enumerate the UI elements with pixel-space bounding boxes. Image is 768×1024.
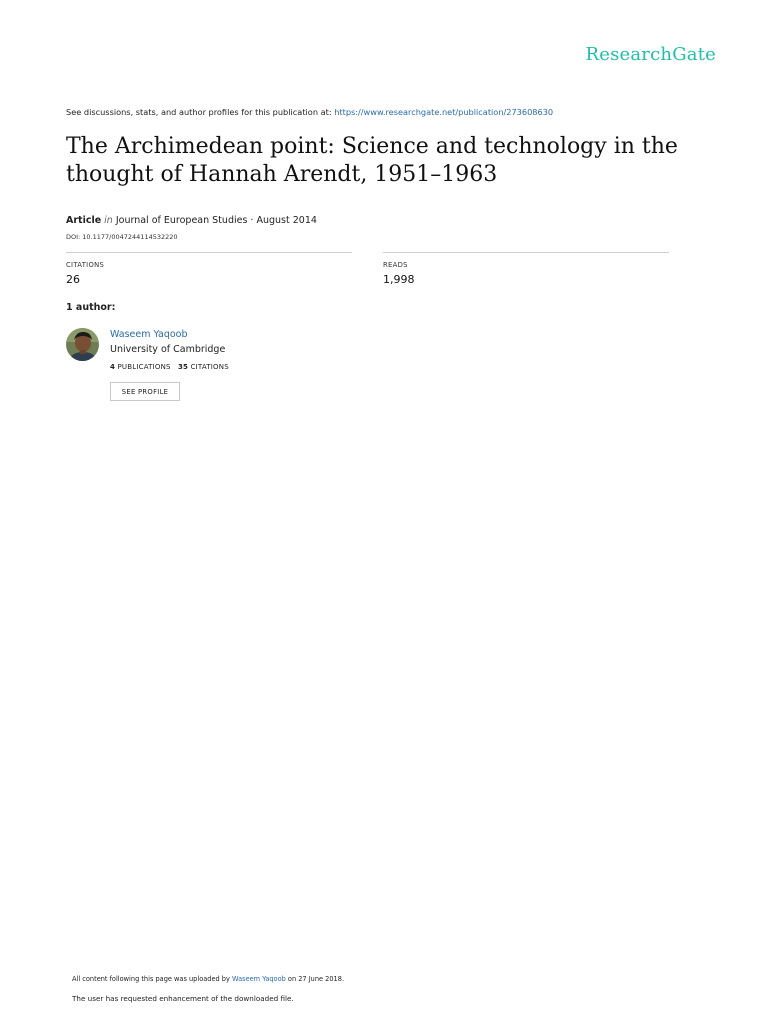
discussions-prefix: See discussions, stats, and author profiles for this publication at: bbox=[66, 107, 335, 117]
author-citations-label: CITATIONS bbox=[190, 363, 229, 371]
reads-divider bbox=[383, 252, 669, 253]
publication-url-link[interactable]: https://www.researchgate.net/publication/273608630 bbox=[334, 107, 554, 117]
author-stats bbox=[110, 363, 229, 371]
doi: DOI: 10.1177/0047244114532220 bbox=[66, 233, 178, 241]
author-avatar[interactable] bbox=[66, 328, 99, 361]
upload-suffix: on 27 June 2018. bbox=[285, 975, 345, 983]
authors-count: 1 author: bbox=[66, 302, 116, 313]
author-publications-count: 4 bbox=[110, 363, 116, 371]
enhancement-note: The user has requested enhancement of the downloaded file. bbox=[72, 994, 294, 1003]
see-profile-button[interactable]: SEE PROFILE bbox=[110, 382, 180, 401]
author-publications-label: PUBLICATIONS bbox=[117, 363, 171, 371]
publication-type: Article bbox=[66, 215, 102, 226]
author-name-link[interactable]: Waseem Yaqoob bbox=[110, 329, 188, 340]
reads-value: 1,998 bbox=[383, 273, 415, 286]
reads-label: READS bbox=[383, 261, 408, 269]
discussions-line bbox=[66, 107, 553, 117]
journal-date: Journal of European Studies · August 2014 bbox=[115, 215, 317, 226]
author-photo-icon bbox=[66, 328, 99, 361]
citations-divider bbox=[66, 252, 352, 253]
upload-prefix: All content following this page was uploaded by bbox=[72, 975, 232, 983]
publication-title: The Archimedean point: Science and technology in the thought of Hannah Arendt, 1951–1963 bbox=[66, 134, 678, 187]
citations-value: 26 bbox=[66, 273, 80, 286]
uploader-link[interactable]: Waseem Yaqoob bbox=[232, 975, 286, 983]
citations-label: CITATIONS bbox=[66, 261, 105, 269]
author-citations-count: 35 bbox=[177, 363, 189, 371]
researchgate-logo[interactable]: ResearchGate bbox=[585, 44, 716, 65]
in-label: in bbox=[104, 215, 113, 226]
upload-note bbox=[72, 975, 344, 983]
author-institution: University of Cambridge bbox=[110, 344, 226, 355]
publication-meta bbox=[66, 215, 317, 226]
